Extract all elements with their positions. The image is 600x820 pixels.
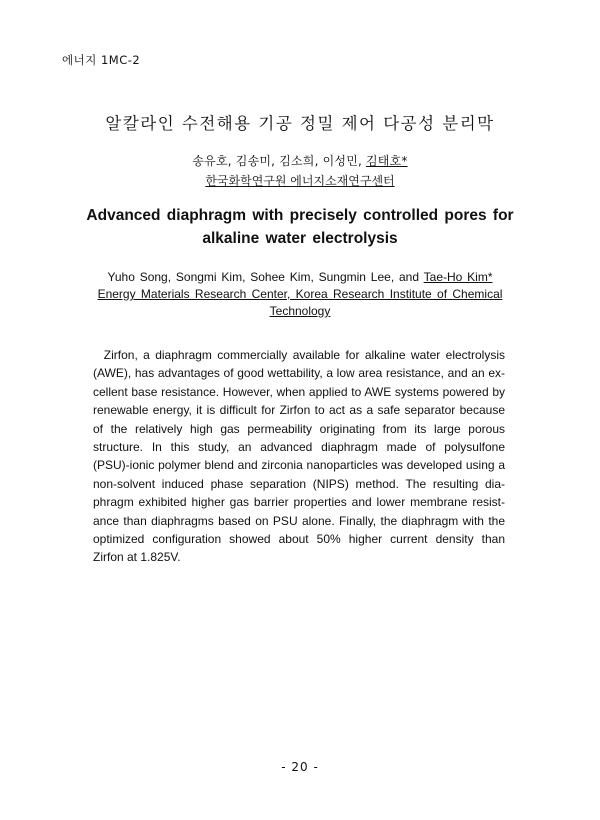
english-affiliation [0, 286, 600, 320]
abstract-line: Zirfon, a diaphragm commercially available for alkaline water electrolysis [93, 348, 505, 362]
korean-corresponding-author: 김태호* [366, 154, 408, 168]
korean-authors [0, 152, 600, 169]
korean-affiliation-text: 한국화학연구원 에너지소재연구센터 [205, 174, 395, 188]
abstract-line: cellent base resistance. However, when applied to AWE systems powered by [93, 384, 505, 399]
english-authors-list: Yuho Song, Songmi Kim, Sohee Kim, Sungmin Lee, and [107, 270, 424, 284]
english-title [0, 204, 600, 250]
korean-title: 알칼라인 수전해용 기공 정밀 제어 다공성 분리막 [105, 114, 495, 133]
english-affiliation-line-1: Energy Materials Research Center, Korea Research Institute of Chemical [97, 287, 503, 301]
abstract-line: structure. In this study, an advanced diaphragm made of polysulfone [93, 440, 505, 455]
english-affiliation-line-2: Technology [269, 304, 331, 318]
abstract-line: (PSU)-ionic polymer blend and zirconia nanoparticles was developed using a [93, 458, 505, 473]
english-corresponding-author: Tae-Ho Kim* [423, 270, 493, 284]
abstract-line: renewable energy, it is difficult for Zirfon to act as a safe separator because [93, 403, 505, 418]
english-authors [0, 268, 600, 286]
abstract-line: ance than diaphragms based on PSU alone. Finally, the diaphragm with the [93, 513, 505, 528]
page-number: - 20 - [281, 760, 319, 774]
abstract-body [93, 346, 505, 567]
abstract-line: (AWE), has advantages of good wettability, a low area resistance, and an ex- [93, 366, 505, 381]
abstract-line: Zirfon at 1.825V. [93, 550, 181, 565]
korean-authors-list: 송유호, 김송미, 김소희, 이성민, [192, 154, 367, 168]
abstract-line: phragm exhibited higher gas barrier properties and lower membrane resist- [93, 495, 505, 510]
english-title-line-1: Advanced diaphragm with precisely controlled pores for [86, 207, 514, 224]
abstract-line: non-solvent induced phase separation (NIPS) method. The resulting dia- [93, 476, 505, 491]
korean-affiliation [0, 172, 600, 189]
abstract-line: of the relatively high gas permeability originating from its large porous [93, 421, 505, 436]
english-title-line-2: alkaline water electrolysis [202, 230, 398, 247]
session-code: 에너지 1MC-2 [62, 53, 141, 67]
abstract-line: optimized configuration showed about 50% higher current density than [93, 532, 505, 547]
